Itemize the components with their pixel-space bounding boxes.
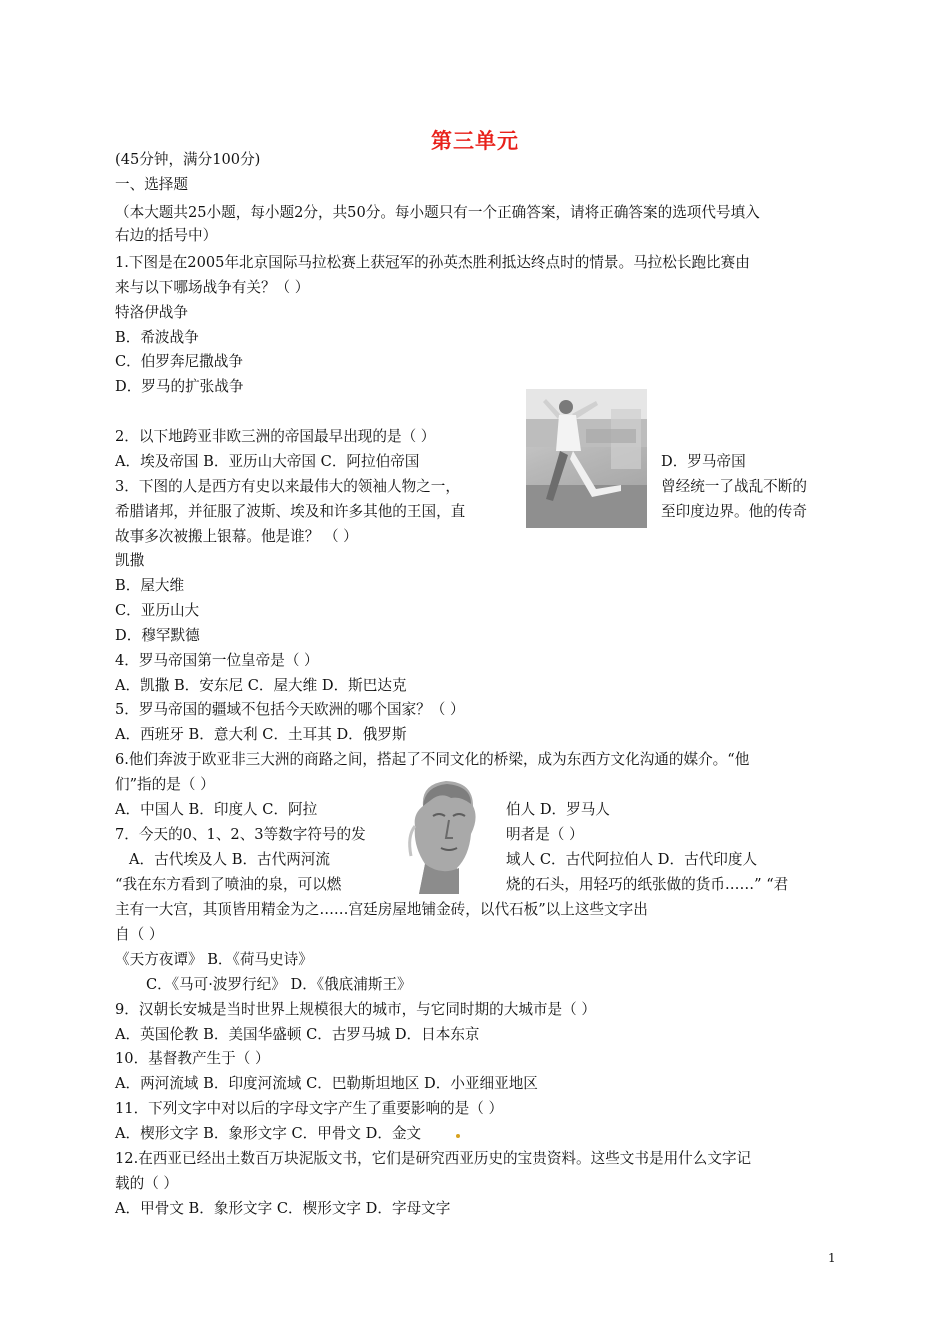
text-line: 2．以下地跨亚非欧三洲的帝国最早出现的是（ ）	[115, 428, 436, 445]
text-line: “我在东方看到了喷油的泉，可以燃	[115, 876, 342, 893]
text-line: 9．汉朝长安城是当时世界上规模很大的城市，与它同时期的大城市是（ ）	[115, 1001, 596, 1018]
page-title: 第三单元	[431, 128, 519, 153]
text-line: 7．今天的0、1、2、3等数字符号的发	[115, 826, 366, 843]
text-line: 《天方夜谭》 B．《荷马史诗》	[115, 951, 313, 968]
text-line: 们”指的是（ ）	[115, 776, 215, 793]
text-line: 明者是（ ）	[506, 826, 584, 843]
text-line: A．英国伦教 B．美国华盛顿 C．古罗马城 D．日本东京	[115, 1026, 480, 1043]
text-line: 希腊诸邦，并征服了波斯、埃及和许多其他的王国，直	[115, 503, 466, 520]
text-line: C．亚历山大	[115, 602, 200, 619]
text-line: D．罗马帝国	[661, 453, 746, 470]
text-line: 烧的石头，用轻巧的纸张做的货币……” “君	[506, 876, 789, 893]
text-line: 至印度边界。他的传奇	[661, 503, 807, 520]
marathon-photo	[526, 389, 647, 528]
text-line: 伯人 D．罗马人	[506, 801, 610, 818]
text-line: 10．基督教产生于（ ）	[115, 1050, 270, 1067]
text-line: C．伯罗奔尼撒战争	[115, 353, 243, 370]
text-line: D．罗马的扩张战争	[115, 378, 244, 395]
text-line: （本大题共25小题，每小题2分，共50分。每小题只有一个正确答案，请将正确答案的选项代号填入	[115, 204, 760, 221]
text-line: D．穆罕默德	[115, 627, 200, 644]
text-line: B．希波战争	[115, 329, 199, 346]
text-line: A．埃及帝国 B．亚历山大帝国 C．阿拉伯帝国	[115, 453, 420, 470]
text-line: A．楔形文字 B．象形文字 C．甲骨文 D．金文	[115, 1125, 422, 1142]
text-line: 11．下列文字中对以后的字母文字产生了重要影响的是（ ）	[115, 1100, 504, 1117]
text-line: 右边的括号中）	[115, 227, 218, 244]
text-line: 故事多次被搬上银幕。他是谁？ （ ）	[115, 528, 358, 545]
text-line: 12.在西亚已经出土数百万块泥版文书，它们是研究西亚历史的宝贵资料。这些文书是用什么文字记	[115, 1150, 752, 1167]
text-line: (45分钟，满分100分)	[115, 151, 261, 168]
text-line: 4．罗马帝国第一位皇帝是（ ）	[115, 652, 319, 669]
text-line: A．凯撒 B．安东尼 C．屋大维 D．斯巴达克	[115, 677, 407, 694]
text-line: A．中国人 B．印度人 C．阿拉	[115, 801, 318, 818]
text-line: A．古代埃及人 B．古代两河流	[129, 851, 331, 868]
page-number: 1	[828, 1251, 836, 1265]
text-line: A．西班牙 B．意大利 C．土耳其 D．俄罗斯	[115, 726, 407, 743]
text-line: 曾经统一了战乱不断的	[661, 478, 807, 495]
text-line: 3．下图的人是西方有史以来最伟大的领袖人物之一，	[115, 478, 460, 495]
text-line: 载的（ ）	[115, 1175, 179, 1192]
text-line: 6.他们奔波于欧亚非三大洲的商路之间，搭起了不同文化的桥梁，成为东西方文化沟通的媒介。“他	[115, 751, 750, 768]
text-line: 特洛伊战争	[115, 304, 188, 321]
text-line: 凯撒	[115, 552, 145, 569]
text-line: 1.下图是在2005年北京国际马拉松赛上获冠军的孙英杰胜利抵达终点时的情景。马拉松长跑比赛由	[115, 254, 750, 271]
decorative-dot	[456, 1134, 460, 1138]
text-line: A．两河流域 B．印度河流域 C．巴勒斯坦地区 D．小亚细亚地区	[115, 1075, 538, 1092]
text-line: 来与以下哪场战争有关？（ ）	[115, 279, 310, 296]
text-line: A．甲骨文 B．象形文字 C．楔形文字 D．字母文字	[115, 1200, 451, 1217]
text-line: 一、选择题	[115, 176, 188, 193]
text-line: 5．罗马帝国的疆域不包括今天欧洲的哪个国家？（ ）	[115, 701, 465, 718]
text-line: 主有一大宫，其顶皆用精金为之……宫廷房屋地铺金砖，以代石板”以上这些文字出	[115, 901, 648, 918]
text-line: 域人 C．古代阿拉伯人 D．古代印度人	[506, 851, 758, 868]
text-line: B．屋大维	[115, 577, 185, 594]
alexander-bust-image	[401, 776, 491, 896]
text-line: 自（ ）	[115, 926, 164, 943]
text-line: C．《马可·波罗行纪》 D．《俄底浦斯王》	[146, 976, 412, 993]
